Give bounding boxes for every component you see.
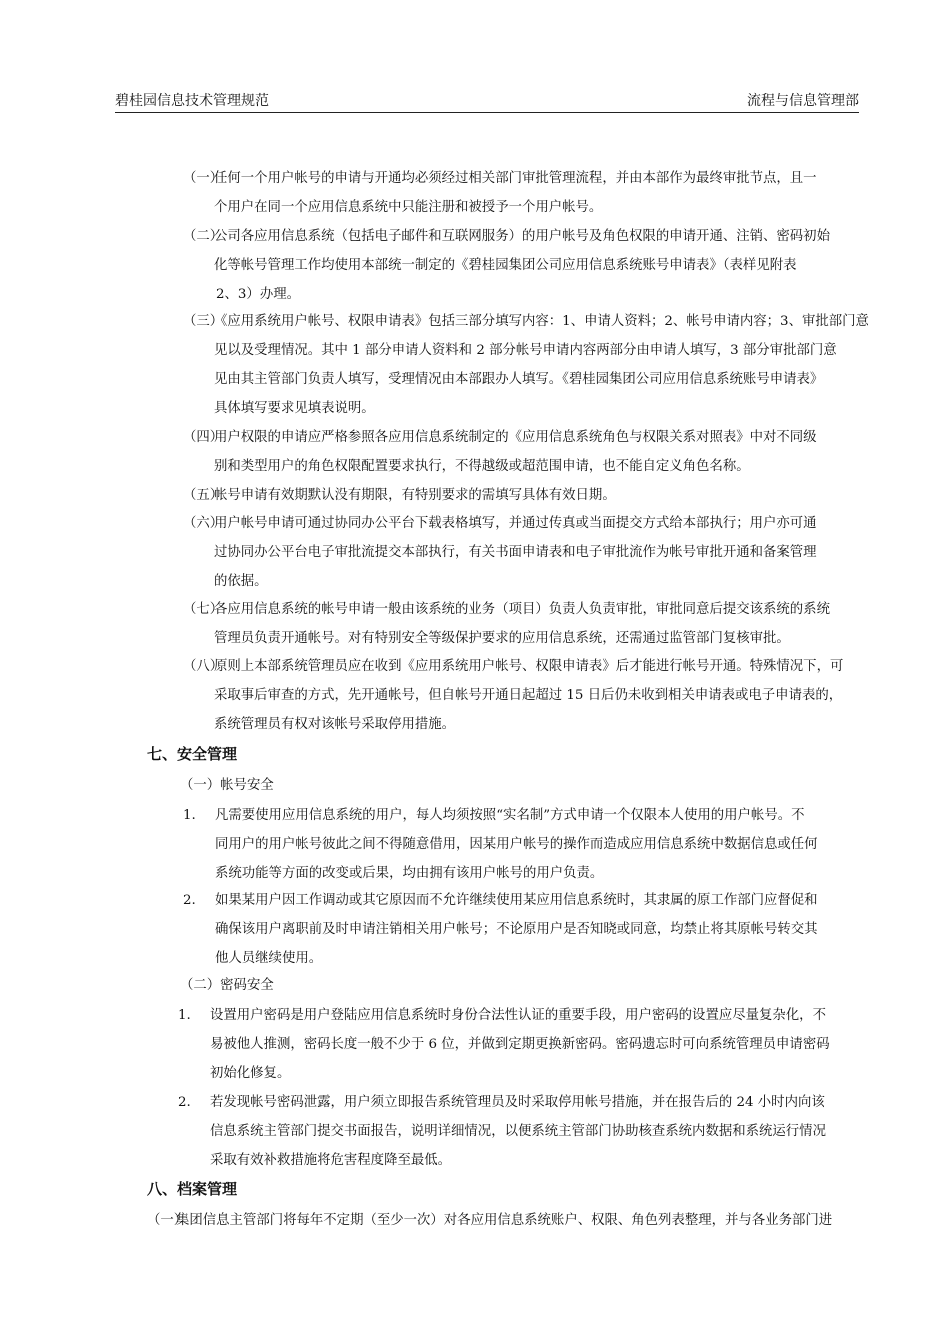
clause-7-2-1 [178,1001,830,1088]
header-doc-title: 碧桂园信息技术管理规范 [115,93,269,109]
subsection-account-security: （一）帐号安全 [180,778,274,793]
clause-6-8 [183,652,843,739]
clause-line: 各应用信息系统的帐号申请一般由该系统的业务（项目）负责人负责审批，审批同意后提交该系统的系统 [214,602,830,617]
clause-label: （三） [183,314,224,329]
clause-label: （二） [183,229,224,244]
clause-6-2 [183,222,830,309]
clause-line: 如果某用户因工作调动或其它原因而不允许继续使用某应用信息系统时，其隶属的原工作部门应督促和 [215,893,818,908]
clause-line: 采取有效补救措施将危害程度降至最低。 [210,1153,452,1168]
clause-label: 1. [183,808,196,823]
clause-label: （一） [183,171,224,186]
clause-line: 系统功能等方面的改变或后果，均由拥有该用户帐号的用户负责。 [215,866,604,881]
clause-line: 集团信息主管部门将每年不定期（至少一次）对各应用信息系统账户、权限、角色列表整理，并与各业务部门进 [176,1213,833,1228]
clause-line: 公司各应用信息系统（包括电子邮件和互联网服务）的用户帐号及角色权限的申请开通、注销、密码初始 [214,229,830,244]
clause-line: 系统管理员有权对该帐号采取停用措施。 [214,717,456,732]
clause-label: 2. [178,1095,191,1110]
clause-line: 化等帐号管理工作均使用本部统一制定的《碧桂园集团公司应用信息系统账号申请表》（表样见附表 [214,258,797,273]
clause-line: 同用户的用户帐号彼此之间不得随意借用，因某用户帐号的操作而造成应用信息系统中数据信息或任何 [215,837,818,852]
clause-line: 帐号申请有效期默认没有期限，有特别要求的需填写具体有效日期。 [214,488,616,503]
clause-label: （七） [183,602,224,617]
clause-line: 设置用户密码是用户登陆应用信息系统时身份合法性认证的重要手段，用户密码的设置应尽量复杂化，不 [210,1008,826,1023]
clause-line: 《应用系统用户帐号、权限申请表》包括三部分填写内容：1、申请人资料；2、帐号申请内容；3、审批部门意 [214,314,869,329]
clause-line: 信息系统主管部门提交书面报告，说明详细情况，以便系统主管部门协助核查系统内数据和系统运行情况 [210,1124,826,1139]
clause-7-1-2 [183,886,818,973]
clause-line: 2、3）办理。 [216,287,300,302]
clause-line: 见由其主管部门负责人填写，受理情况由本部跟办人填写。《碧桂园集团公司应用信息系统账号申请表》 [214,372,824,387]
clause-line: 见以及受理情况。其中 1 部分申请人资料和 2 部分帐号申请内容两部分由申请人填写，3 部分审批部门意 [214,343,837,358]
section-heading-archive: 八、档案管理 [147,1180,238,1198]
clause-label: （六） [183,516,224,531]
clause-line: 任何一个用户帐号的申请与开通均必须经过相关部门审批管理流程，并由本部作为最终审批节点，且一 [214,171,817,186]
clause-line: 确保该用户离职前及时申请注销相关用户帐号；不论原用户是否知晓或同意，均禁止将其原帐号转交其 [215,922,818,937]
page-header [115,90,859,113]
clause-label: （五） [183,488,224,503]
clause-6-4 [183,423,817,481]
clause-line: 原则上本部系统管理员应在收到《应用系统用户帐号、权限申请表》后才能进行帐号开通。特殊情况下，可 [214,659,844,674]
clause-line: 过协同办公平台电子审批流提交本部执行，有关书面申请表和电子审批流作为帐号审批开通和备案管理 [214,545,817,560]
clause-line: 个用户在同一个应用信息系统中只能注册和被授予一个用户帐号。 [214,200,603,215]
clause-label: （八） [183,659,224,674]
clause-8-1 [147,1206,832,1235]
clause-6-6 [183,509,817,596]
clause-label: （四） [183,430,224,445]
clause-line: 的依据。 [214,574,268,589]
subsection-password-security: （二）密码安全 [180,978,274,993]
header-department: 流程与信息管理部 [747,93,859,109]
clause-label: （一） [147,1213,188,1228]
clause-line: 初始化修复。 [210,1066,291,1081]
clause-line: 他人员继续使用。 [215,951,323,966]
section-heading-security: 七、安全管理 [147,745,238,763]
clause-line: 易被他人推测，密码长度一般不少于 6 位，并做到定期更换新密码。密码遗忘时可向系统管理员申请密码 [210,1037,830,1052]
clause-line: 别和类型用户的角色权限配置要求执行，不得越级或超范围申请，也不能自定义角色名称。 [214,459,750,474]
clause-line: 凡需要使用应用信息系统的用户，每人均须按照“实名制”方式申请一个仅限本人使用的用户帐号。不 [215,808,805,823]
clause-6-5 [183,481,616,510]
clause-line: 管理员负责开通帐号。对有特别安全等级保护要求的应用信息系统，还需通过监管部门复核审批。 [214,631,790,646]
clause-line: 用户权限的申请应严格参照各应用信息系统制定的《应用信息系统角色与权限关系对照表》中对不同级 [214,430,817,445]
clause-6-1 [183,164,817,222]
clause-line: 用户帐号申请可通过协同办公平台下载表格填写，并通过传真或当面提交方式给本部执行；用户亦可通 [214,516,817,531]
clause-line: 若发现帐号密码泄露，用户须立即报告系统管理员及时采取停用帐号措施，并在报告后的 24 小时内向该 [210,1095,825,1110]
clause-label: 1. [178,1008,191,1023]
clause-label: 2. [183,893,196,908]
clause-6-7 [183,595,830,653]
clause-7-2-2 [178,1088,826,1175]
clause-line: 具体填写要求见填表说明。 [214,401,375,416]
clause-7-1-1 [183,801,818,888]
clause-6-3 [183,307,869,423]
clause-line: 采取事后审查的方式，先开通帐号，但自帐号开通日起超过 15 日后仍未收到相关申请表或电子申请表的， [214,688,843,703]
